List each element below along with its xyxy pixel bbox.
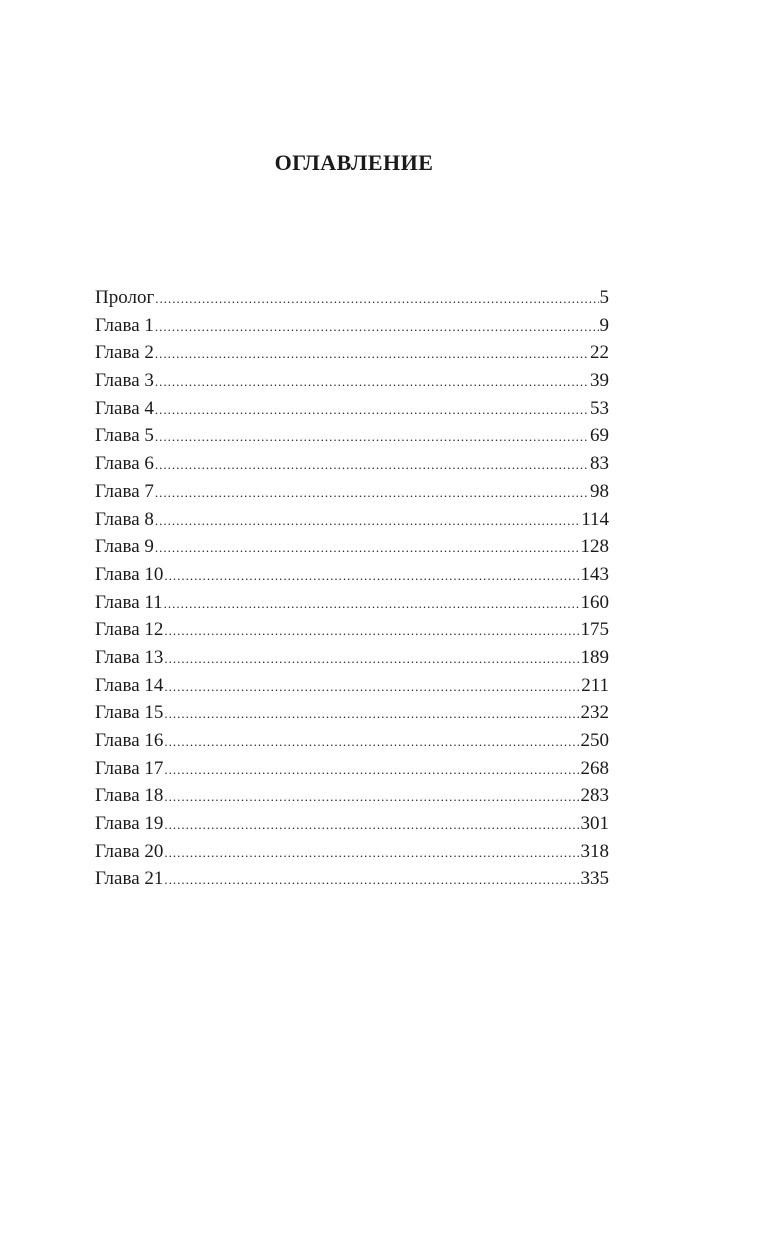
dot-leader bbox=[155, 368, 589, 396]
toc-entry-label: Глава 12 bbox=[95, 619, 164, 641]
toc-entry-page: 335 bbox=[580, 868, 609, 890]
toc-entry-page: 160 bbox=[580, 591, 609, 613]
dot-leader bbox=[164, 562, 579, 590]
toc-entry-chapter-7[interactable] bbox=[95, 478, 609, 506]
toc-entry-label: Глава 3 bbox=[95, 370, 154, 392]
toc-entry-page: 53 bbox=[590, 397, 609, 419]
dot-leader bbox=[155, 534, 580, 562]
dot-leader bbox=[164, 673, 580, 701]
toc-entry-chapter-21[interactable] bbox=[95, 865, 609, 893]
toc-entry-page: 268 bbox=[580, 757, 609, 779]
toc-entry-chapter-15[interactable] bbox=[95, 699, 609, 727]
toc-entry-chapter-17[interactable] bbox=[95, 755, 609, 783]
toc-entry-chapter-1[interactable] bbox=[95, 312, 609, 340]
dot-leader bbox=[164, 590, 580, 618]
dot-leader bbox=[164, 783, 579, 811]
dot-leader bbox=[155, 451, 589, 479]
toc-entry-label: Глава 5 bbox=[95, 425, 154, 447]
toc-entry-chapter-10[interactable] bbox=[95, 561, 609, 589]
toc-entry-page: 9 bbox=[599, 314, 609, 336]
page-title: ОГЛАВЛЕНИЕ bbox=[274, 150, 434, 175]
toc-entry-chapter-3[interactable] bbox=[95, 367, 609, 395]
toc-entry-label: Глава 18 bbox=[95, 785, 164, 807]
toc-entry-label: Глава 14 bbox=[95, 674, 164, 696]
toc-entry-label: Глава 13 bbox=[95, 646, 164, 668]
toc-entry-page: 283 bbox=[580, 785, 609, 807]
toc-entry-label: Глава 21 bbox=[95, 868, 164, 890]
dot-leader bbox=[164, 617, 579, 645]
dot-leader bbox=[155, 507, 580, 535]
dot-leader bbox=[164, 700, 579, 728]
toc-entry-chapter-14[interactable] bbox=[95, 672, 609, 700]
dot-leader bbox=[155, 423, 589, 451]
toc-entry-page: 5 bbox=[599, 287, 609, 308]
dot-leader bbox=[164, 811, 579, 839]
toc-entry-label: Глава 10 bbox=[95, 563, 164, 585]
toc-entry-label: Глава 4 bbox=[95, 397, 154, 419]
toc-entry-chapter-20[interactable] bbox=[95, 838, 609, 866]
toc-entry-page: 22 bbox=[590, 342, 609, 364]
dot-leader bbox=[155, 313, 599, 341]
toc-entry-page: 69 bbox=[590, 425, 609, 447]
toc-entry-label: Глава 16 bbox=[95, 730, 164, 751]
toc-entry-chapter-6[interactable] bbox=[95, 450, 609, 478]
toc-entry-label: Глава 17 bbox=[95, 757, 164, 779]
dot-leader bbox=[155, 340, 589, 368]
toc-entry-page: 189 bbox=[580, 646, 609, 668]
dot-leader bbox=[155, 396, 589, 424]
toc-entry-chapter-12[interactable] bbox=[95, 616, 609, 644]
toc-entry-label: Глава 20 bbox=[95, 840, 164, 862]
toc-entry-page: 301 bbox=[580, 813, 609, 835]
toc-entry-label: Глава 7 bbox=[95, 480, 154, 502]
dot-leader bbox=[164, 645, 579, 673]
toc-entry-label: Глава 19 bbox=[95, 813, 164, 835]
dot-leader bbox=[155, 479, 589, 507]
dot-leader bbox=[164, 866, 579, 894]
table-of-contents bbox=[95, 284, 609, 893]
toc-entry-label: Глава 2 bbox=[95, 342, 154, 364]
toc-entry-label: Глава 9 bbox=[95, 536, 154, 558]
toc-entry-page: 114 bbox=[581, 508, 609, 530]
dot-leader bbox=[164, 728, 579, 756]
toc-entry-page: 250 bbox=[580, 730, 609, 751]
toc-entry-chapter-13[interactable] bbox=[95, 644, 609, 672]
toc-entry-chapter-8[interactable] bbox=[95, 506, 609, 534]
toc-entry-chapter-16[interactable] bbox=[95, 727, 609, 755]
toc-entry-label: Глава 8 bbox=[95, 508, 154, 530]
toc-entry-chapter-18[interactable] bbox=[95, 782, 609, 810]
toc-entry-page: 128 bbox=[580, 536, 609, 558]
dot-leader bbox=[164, 839, 579, 867]
toc-entry-page: 98 bbox=[590, 480, 609, 502]
toc-entry-chapter-4[interactable] bbox=[95, 395, 609, 423]
toc-entry-chapter-5[interactable] bbox=[95, 422, 609, 450]
toc-entry-page: 232 bbox=[580, 702, 609, 724]
toc-entry-page: 175 bbox=[580, 619, 609, 641]
toc-entry-page: 39 bbox=[590, 370, 609, 392]
toc-entry-page: 83 bbox=[590, 453, 609, 475]
toc-entry-chapter-19[interactable] bbox=[95, 810, 609, 838]
toc-entry-label: Глава 1 bbox=[95, 314, 154, 336]
toc-entry-prologue[interactable] bbox=[95, 284, 609, 312]
toc-entry-page: 211 bbox=[581, 674, 609, 696]
toc-entry-chapter-9[interactable] bbox=[95, 533, 609, 561]
toc-entry-label: Глава 6 bbox=[95, 453, 154, 475]
toc-entry-label: Глава 11 bbox=[95, 591, 163, 613]
dot-leader bbox=[155, 285, 598, 313]
toc-entry-page: 143 bbox=[580, 563, 609, 585]
toc-entry-chapter-2[interactable] bbox=[95, 339, 609, 367]
toc-entry-label: Пролог bbox=[95, 287, 155, 308]
toc-entry-chapter-11[interactable] bbox=[95, 589, 609, 617]
toc-entry-page: 318 bbox=[580, 840, 609, 862]
toc-entry-label: Глава 15 bbox=[95, 702, 164, 724]
dot-leader bbox=[164, 756, 579, 784]
